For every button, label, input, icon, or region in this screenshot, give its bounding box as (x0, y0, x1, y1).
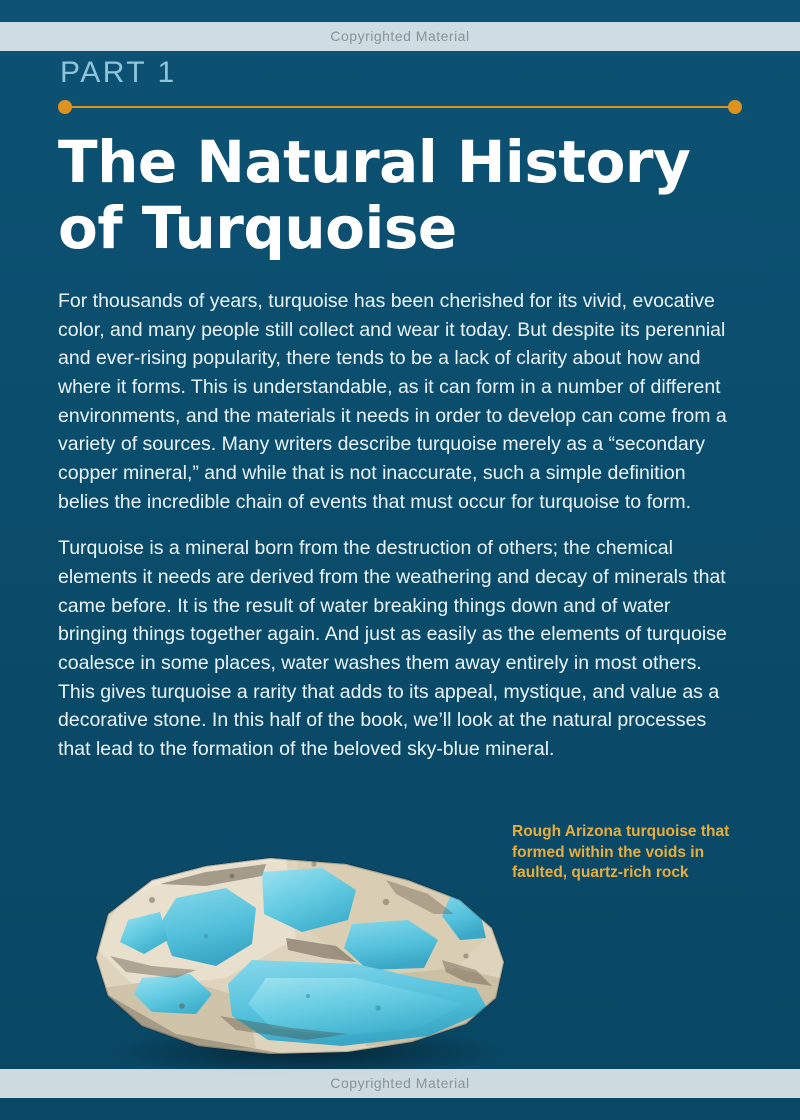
copyright-watermark-bottom-text: Copyrighted Material (330, 1075, 470, 1091)
decorative-rule (58, 100, 742, 114)
copyright-watermark-bottom (0, 1069, 800, 1098)
body-paragraph-1: For thousands of years, turquoise has been cherished for its vivid, evocative color, and many people still collect and wear it today. But despite its perennial and ever-rising popularity, there tends to be a lack of clarity about how and where it forms. This is understandable, as it can form in a number of different environments, and the materials it needs in order to develop can come from a variety of sources. Many writers describe turquoise merely as a “secondary copper mineral,” and while that is not inaccurate, such a simple definition belies the incredible chain of events that must occur for turquoise to form. (58, 290, 727, 513)
copyright-watermark-top-text: Copyrighted Material (330, 28, 470, 44)
body-paragraph-2: Turquoise is a mineral born from the destruction of others; the chemical elements it needs are derived from the weathering and decay of minerals that came before. It is the result of water breaking things down and of water bringing things together again. And just as easily as the elements of turquoise coalesce in some places, water washes them away entirely in most others. This gives turquoise a rarity that adds to its appeal, mystique, and value as a decorative stone. In this half of the book, we’ll look at the natural processes that lead to the formation of the beloved sky-blue mineral. (58, 537, 727, 760)
rough-turquoise-specimen-photo (56, 828, 566, 1078)
rule-dot-right-icon (728, 100, 742, 114)
part-label: PART 1 (60, 56, 177, 89)
figure-caption: Rough Arizona turquoise that formed within the voids in faulted, quartz-rich rock (512, 823, 730, 882)
copyright-watermark-top (0, 22, 800, 51)
page-content (58, 56, 742, 782)
figure-area (0, 800, 800, 1100)
page-title: The Natural History of Turquoise (58, 128, 691, 262)
rule-line (64, 106, 736, 108)
